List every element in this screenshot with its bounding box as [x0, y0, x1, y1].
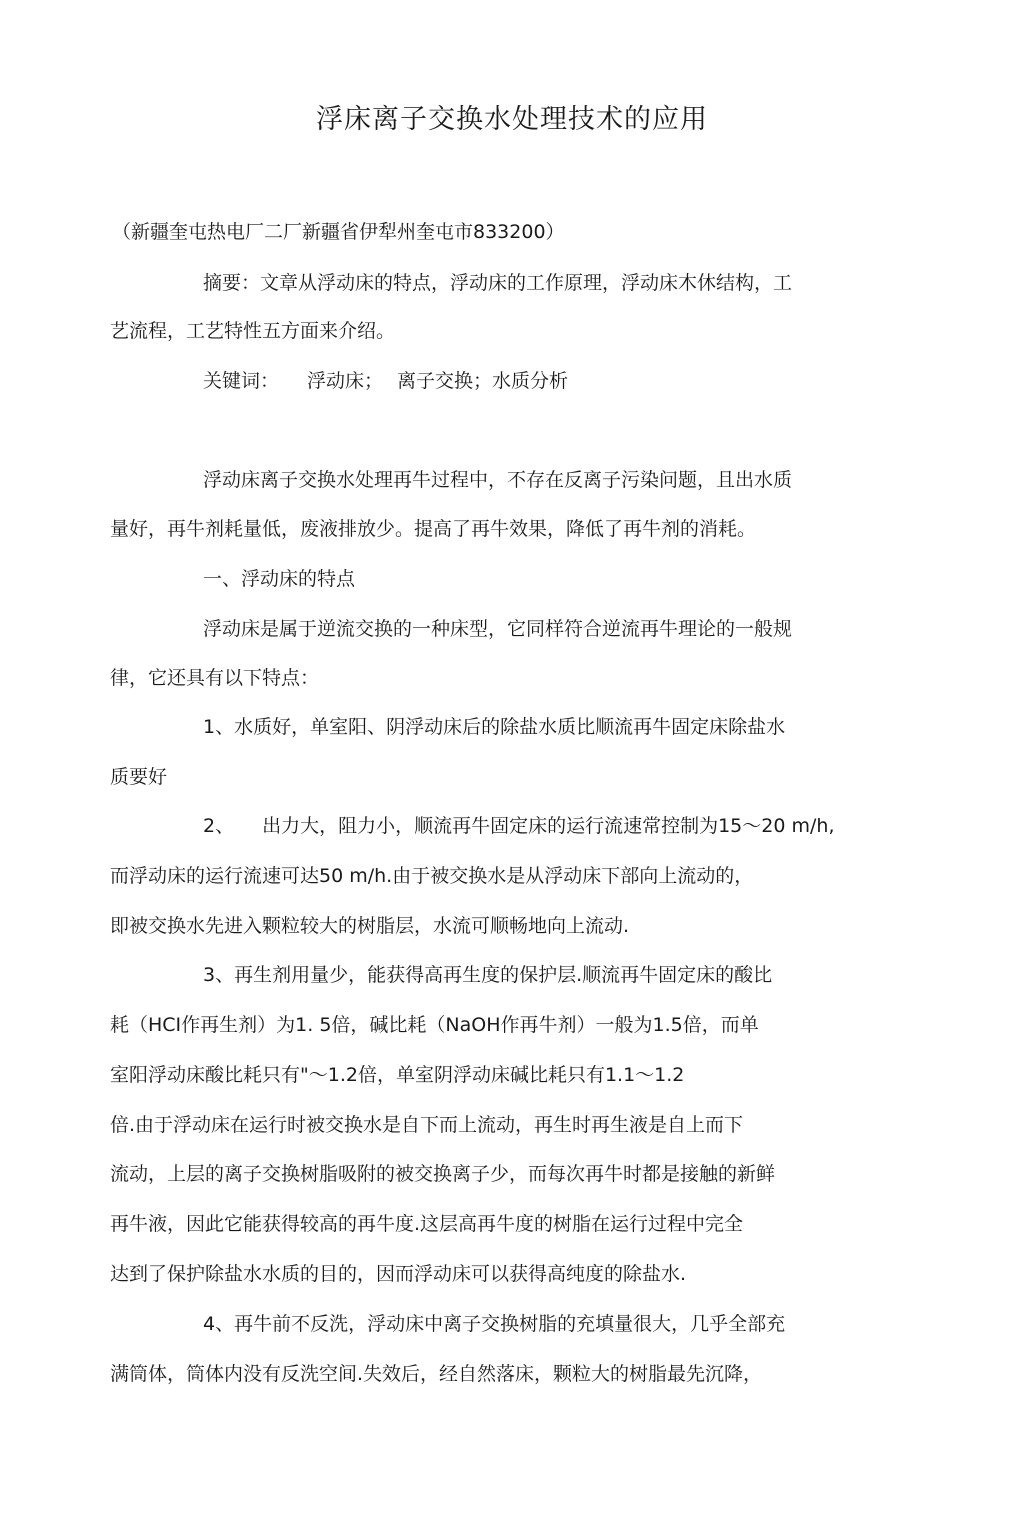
- paragraph-line: 4、再牛前不反洗，浮动床中离子交换树脂的充填量很大，几乎全部充: [203, 1313, 786, 1335]
- abstract-line-1: 摘要：文章从浮动床的特点，浮动床的工作原理，浮动床木休结构，工: [203, 272, 793, 294]
- paragraph-line: 满筒体，筒体内没有反洗空间.失效后，经自然落床，颗粒大的树脂最先沉降，: [110, 1363, 763, 1385]
- paragraph-line: 而浮动床的运行流速可达50 m/h.由于被交换水是从浮动床下部向上流动的，: [110, 865, 754, 887]
- paragraph-line: 室阳浮动床酸比耗只有"～1.2倍，单室阴浮动床碱比耗只有1.1～1.2: [110, 1064, 685, 1086]
- paragraph-line: 再牛液，因此它能获得较高的再牛度.这层高再牛度的树脂在运行过程中完全: [110, 1213, 744, 1235]
- paragraph-line: 浮动床离子交换水处理再牛过程中，不存在反离子污染问题，且出水质: [203, 469, 793, 491]
- paragraph-line: 质要好: [110, 766, 168, 788]
- paragraph-line: [203, 811, 834, 841]
- paragraph-line: 量好，再牛剂耗量低，废液排放少。提高了再牛效果，降低了再牛剂的消耗。: [110, 518, 757, 540]
- keyword-item: 浮动床；: [307, 370, 384, 392]
- affiliation: （新疆奎屯热电厂二厂新疆省伊犁州奎屯市833200）: [112, 221, 565, 243]
- list-text: 出力大，阻力小，顺流再牛固定床的运行流速常控制为15～20 m/h,: [262, 815, 835, 837]
- paragraph-line: 倍.由于浮动床在运行时被交换水是自下而上流动，再生时再生液是自上而下: [110, 1114, 744, 1136]
- keyword-item: 离子交换；水质分析: [397, 370, 569, 392]
- keywords-label: 关键词：: [203, 370, 280, 392]
- paragraph-line: 3、再生剂用量少，能获得高再生度的保护层.顺流再牛固定床的酸比: [203, 964, 773, 986]
- abstract-line-2: 艺流程，工艺特性五方面来介绍。: [110, 320, 396, 342]
- paragraph-line: 即被交换水先进入颗粒较大的树脂层，水流可顺畅地向上流动.: [110, 915, 630, 937]
- paragraph-line: 流动，上层的离子交换树脂吸附的被交换离子少，而每次再牛时都是接触的新鲜: [110, 1163, 776, 1185]
- section-heading: 一、浮动床的特点: [203, 568, 356, 590]
- paragraph-line: 耗（HCI作再生剂）为1. 5倍，碱比耗（NaOH作再牛剂）一般为1.5倍，而单: [110, 1014, 759, 1036]
- paragraph-line: 浮动床是属于逆流交换的一种床型，它同样符合逆流再牛理论的一般规: [203, 618, 793, 640]
- keywords: [203, 366, 568, 396]
- paragraph-line: 1、水质好，单室阳、阴浮动床后的除盐水质比顺流再牛固定床除盐水: [203, 716, 786, 738]
- paragraph-line: 达到了保护除盐水水质的目的，因而浮动床可以获得高纯度的除盐水.: [110, 1263, 687, 1285]
- document-title: 浮床离子交换水处理技术的应用: [316, 104, 708, 135]
- list-number: 2、: [203, 815, 235, 837]
- paragraph-line: 律，它还具有以下特点：: [110, 667, 320, 689]
